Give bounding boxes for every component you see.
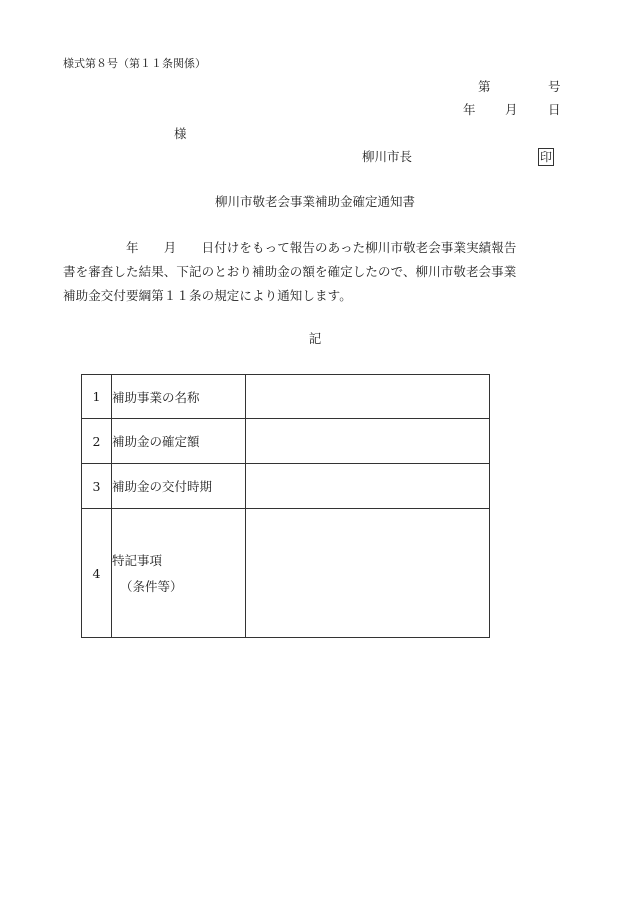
doc-number-suffix: 号 [548,79,561,94]
seal-stamp: 印 [539,150,552,164]
table-row [82,375,490,419]
addressee-suffix: 様 [174,126,187,141]
items-table [81,374,490,638]
row-value [246,464,490,509]
form-label: 様式第８号（第１１条関係） [63,57,206,70]
row-label: 補助事業の名称 [112,375,246,419]
ki-heading: 記 [308,331,322,346]
row-number: 3 [82,464,112,509]
date-month: 月 [505,102,518,117]
row-label-line1: 特記事項 [112,553,163,568]
body-text: 年 月 日付けをもって報告のあった柳川市敬老会事業実績報告 書を審査した結果、下記のとおり補助金の額を確定したので、柳川市敬老会事業 補助金交付要綱第１１条の規定により通知します。 [63,240,517,303]
doc-number-prefix: 第 [478,79,491,94]
row-number: 2 [82,419,112,464]
document-title: 柳川市敬老会事業補助金確定通知書 [214,194,415,209]
date-day: 日 [548,102,561,117]
row-number: 1 [82,375,112,419]
row-value [246,419,490,464]
sender-name: 柳川市長 [362,149,413,164]
row-label: 補助金の交付時期 [112,464,246,509]
table-row [82,419,490,464]
date-year: 年 [463,102,476,117]
row-value [246,509,490,638]
row-value [246,375,490,419]
row-number: 4 [82,509,112,638]
row-label [112,509,246,638]
table-row [82,464,490,509]
table-row [82,509,490,638]
row-label: 補助金の確定額 [112,419,246,464]
row-label-line2: （条件等） [120,579,183,594]
